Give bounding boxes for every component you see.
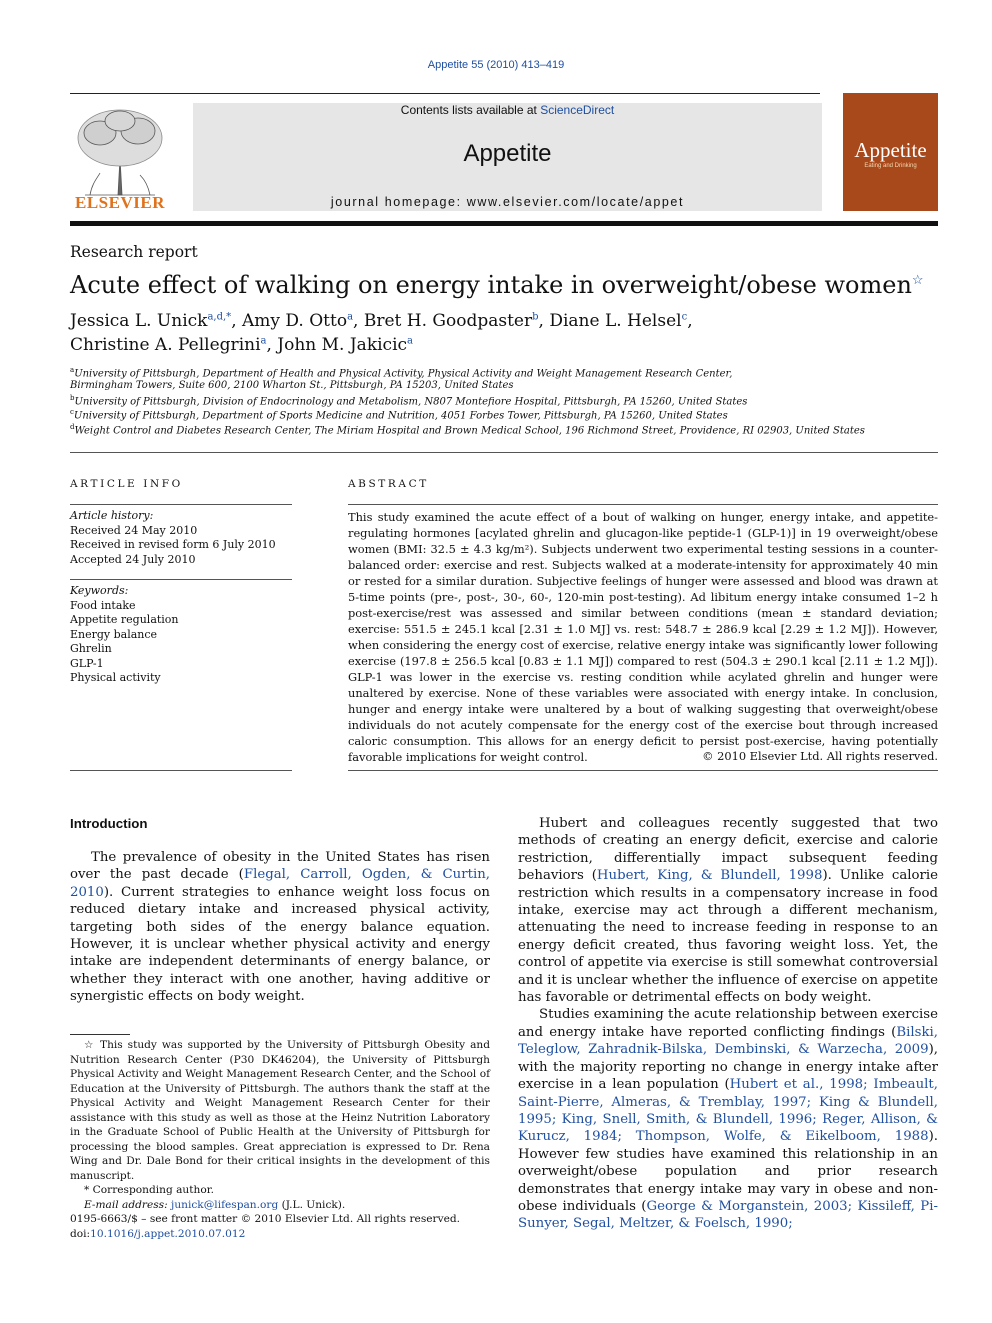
page-bottom-info [70, 1212, 460, 1241]
email-footnote [70, 1198, 490, 1213]
journal-citation[interactable]: Appetite 55 (2010) 413–419 [427, 59, 565, 71]
email-link[interactable]: junick@lifespan.org [171, 1198, 279, 1211]
cover-subtitle: Eating and Drinking [864, 163, 917, 169]
affiliation-text: University of Pittsburgh, Division of Endocrinology and Metabolism, N807 Montefiore Hospital, Pittsburgh, PA 15260, United States [74, 396, 748, 408]
abstract-rule [348, 504, 938, 505]
accepted-date: Accepted 24 July 2010 [70, 552, 196, 566]
email-label: E-mail address: [84, 1198, 168, 1211]
elsevier-wordmark: ELSEVIER [75, 193, 165, 212]
doi-link[interactable]: 10.1016/j.appet.2010.07.012 [90, 1227, 246, 1240]
journal-title: Appetite [463, 140, 552, 167]
sciencedirect-link[interactable]: ScienceDirect [540, 103, 615, 117]
paragraph-text: ), with the majority reporting no change in energy intake after exercise in a lean population ( [518, 1042, 938, 1093]
keyword: Food intake [70, 598, 136, 612]
article-title-text: Acute effect of walking on energy intake in overweight/obese women [70, 271, 912, 299]
citation-link[interactable]: Flegal, Carroll, Ogden, & Curtin, 2010 [70, 867, 490, 900]
issn-line: 0195-6663/$ – see front matter © 2010 Elsevier Ltd. All rights reserved. [70, 1213, 460, 1225]
doi-line [70, 1227, 460, 1242]
affiliation-a-cont [70, 380, 514, 391]
affiliation-mark: a [70, 366, 75, 374]
affiliation-c [70, 408, 728, 421]
paragraph-text: ). Unlike calorie restriction which results in a compensatory increase in food intake, exercise may act through a different mechanism, attenuating the need to increase feeding in response to an energy deficit created, thus favoring weight loss. Yet, the control of appetite via exercise is still somewhat controversial and it is unclear whether the influence of exercise on appetite has favorable or detrimental effects on body weight. [518, 868, 938, 1006]
authors-line-2 [70, 335, 413, 355]
header-thick-rule [70, 221, 938, 226]
affiliation-b [70, 394, 747, 407]
author-separator: , [266, 335, 278, 355]
abstract-copyright: © 2010 Elsevier Ltd. All rights reserved. [702, 749, 938, 763]
citation-link[interactable]: Hubert et al., 1998; Imbeault, Saint-Pierre, Almeras, & Tremblay, 1997; King & Blundell, 1995; King, Snell, Smith, & Blundell, 1996; Reger, Allison, & Kurucz, 1984; Thompson, Wolfe, & Eikelboom, 1988 [518, 1077, 938, 1145]
article-title [70, 271, 924, 299]
author-separator: , [231, 311, 242, 331]
author-affiliation-mark[interactable]: c [681, 311, 688, 323]
keywords-block [70, 584, 179, 686]
affiliation-mark: b [70, 394, 75, 402]
corresponding-author-footnote [70, 1183, 490, 1198]
paragraph-text: The prevalence of obesity in the United States has risen over the past decade ( [70, 850, 490, 883]
affiliation-text: Weight Control and Diabetes Research Center, The Miriam Hospital and Brown Medical School, 196 Richmond Street, Providence, RI 02903, United States [74, 425, 865, 437]
paragraph-text: Hubert and colleagues recently suggested that two methods of creating an energy deficit, exercise and calorie restriction, differentially impact subsequent feeding behaviors ( [518, 816, 938, 884]
keywords-label: Keywords: [70, 584, 129, 597]
contents-prefix: Contents lists available at [400, 103, 541, 117]
article-info-rule [70, 504, 292, 505]
author: Amy D. Otto [242, 311, 348, 331]
article-info-bottom-rule [70, 770, 292, 771]
keyword: GLP-1 [70, 656, 104, 670]
affiliation-d [70, 423, 865, 436]
keyword: Ghrelin [70, 642, 112, 655]
keyword: Physical activity [70, 671, 161, 684]
footnote-mark: ☆ [84, 1039, 96, 1051]
abstract-bottom-rule [348, 770, 938, 771]
author: Diane L. Helsel [549, 311, 682, 331]
article-type-label: Research report [70, 243, 198, 261]
cover-title: Appetite [854, 138, 927, 162]
author-affiliation-mark[interactable]: a [260, 335, 267, 347]
authors-line-1 [70, 311, 693, 331]
citation-link[interactable]: George & Morganstein, 2003; Kissileff, Pi-Sunyer, Segal, Meltzer, & Foelsch, 1990; [518, 1198, 938, 1232]
article-info-heading: ARTICLE INFO [70, 478, 183, 490]
footnote-rule [70, 1034, 130, 1035]
paragraph-text: Studies examining the acute relationship between exercise and energy intake have reported conflicting findings ( [518, 1007, 938, 1040]
received-date: Received 24 May 2010 [70, 523, 198, 537]
contents-available-line [193, 103, 822, 117]
affiliation-text: University of Pittsburgh, Department of Sports Medicine and Nutrition, 4051 Forbes Tower, Pittsburgh, PA 15260, United States [73, 410, 728, 422]
right-column [518, 815, 938, 1233]
author: Christine A. Pellegrini [70, 335, 261, 355]
author-separator: , [353, 311, 364, 331]
doi-prefix: doi: [70, 1227, 91, 1240]
article-history [70, 509, 276, 567]
author: Jessica L. Unick [70, 311, 208, 331]
intro-paragraph-1 [70, 849, 490, 1006]
author-affiliation-mark[interactable]: b [532, 311, 539, 323]
author-affiliation-mark[interactable]: a [407, 335, 413, 347]
email-suffix: (J.L. Unick). [281, 1198, 346, 1211]
keyword: Appetite regulation [70, 613, 179, 626]
funding-footnote [70, 1038, 490, 1183]
abstract-text: This study examined the acute effect of a bout of walking on hunger, energy intake, and appetite-regulating hormones [acylated ghrelin and glucagon-like peptide-1 (GLP-1)] in 19 overweight/obese women (BMI: 32.5 ± 4.3 kg/m²). Subjects underwent two experimental testing sessions in a counter-balanced order: exercise and rest. Subjects walked at a moderate-intensity for approximately 40 min or rested for a similar duration. Subjective feelings of hunger were assessed and blood was drawn at 5-time points (pre-, post-, 30-, 60-, 120-min post-testing). Ad libitum energy intake consumed 1–2 h post-exercise/rest was assessed and similar between conditions (mean ± standard deviation; exercise: 551.5 ± 245.1 kcal [2.31 ± 1.0 MJ] vs. rest: 548.7 ± 286.9 kcal [2.29 ± 1.2 MJ]). However, when considering the energy cost of exercise, relative energy intake was significantly lower following exercise (197.8 ± 256.5 kcal [0.83 ± 1.1 MJ]) compared to rest (504.3 ± 290.1 kcal [2.11 ± 1.2 MJ]). GLP-1 was lower in the exercise vs. resting condition while acylated ghrelin and hunger were unaltered by exercise. None of these variables were associated with energy intake. In conclusion, hunger and energy intake were unaltered by a bout of walking suggesting that overweight/obese individuals do not acutely compensate for the energy cost of the exercise bout through increased caloric consumption. This allows for an energy deficit to persist post-exercise, having potentially favorable implications for weight control. [348, 510, 938, 764]
footnote-text: This study was supported by the University of Pittsburgh Obesity and Nutrition Research Center (P30 DK46204), the University of Pittsburgh Physical Activity and Weight Management Research Center, and the School of Education at the University of Pittsburgh. The authors thank the staff at the Physical Activity and Weight Management Research Center for their assistance with this study as well as those at the Heinz Nutrition Laboratory in the Graduate School of Public Health at the University of Pittsburgh for processing the blood samples. Great appreciation is expressed to Dr. Rena Wing and Dr. Dale Bond for their critical insights in the development of this manuscript. [70, 1039, 491, 1182]
paragraph [518, 815, 938, 1006]
author-separator: , [687, 311, 693, 331]
author-separator: , [538, 311, 550, 331]
affiliation-mark: d [70, 423, 75, 431]
citation-link[interactable]: Hubert, King, & Blundell, 1998 [596, 868, 823, 884]
keyword: Energy balance [70, 627, 158, 641]
citation-link[interactable]: Bilski, Teleglow, Zahradnik-Bilska, Dembinski, & Warzecha, 2009 [518, 1024, 938, 1058]
article-history-rule [70, 579, 292, 580]
affiliation-mark: c [70, 408, 74, 416]
author: John M. Jakicic [277, 335, 408, 355]
paragraph-text: ). Current strategies to enhance weight loss focus on reduced dietary intake and increased physical activity, targeting both sides of the energy balance equation. However, it is unclear whether physical activity and energy intake are independent determinants of energy balance, or whether they interact with one another, having additive or synergistic effects on body weight. [70, 884, 490, 1005]
author: Bret H. Goodpaster [363, 311, 533, 331]
footnote-mark: * [84, 1184, 90, 1196]
paragraph [518, 1006, 938, 1232]
footnote-text: Corresponding author. [92, 1184, 214, 1196]
title-block-rule [70, 452, 938, 453]
affiliation-a [70, 366, 732, 379]
affiliation-text: Birmingham Towers, Suite 600, 2100 Wharton St., Pittsburgh, PA 15203, United States [70, 380, 514, 391]
introduction-heading: Introduction [70, 816, 148, 831]
header-top-rule [70, 93, 820, 94]
journal-homepage[interactable]: journal homepage: www.elsevier.com/locate/appet [330, 195, 685, 209]
author-affiliation-mark[interactable]: a [347, 311, 354, 323]
abstract-heading: ABSTRACT [348, 478, 429, 490]
revised-date: Received in revised form 6 July 2010 [70, 538, 276, 551]
history-label: Article history: [70, 509, 154, 522]
title-footnote-mark[interactable]: ☆ [911, 273, 924, 288]
author-affiliation-mark[interactable]: a,d,* [207, 311, 232, 323]
paragraph-text: ). However few studies have examined this relationship in an overweight/obese population and prior research demonstrates that energy intake may vary in obese and non-obese individuals ( [518, 1129, 938, 1214]
footnotes [70, 1038, 490, 1212]
affiliation-text: University of Pittsburgh, Department of Health and Physical Activity, Physical Activity and Weight Management Research Center, [74, 368, 733, 380]
